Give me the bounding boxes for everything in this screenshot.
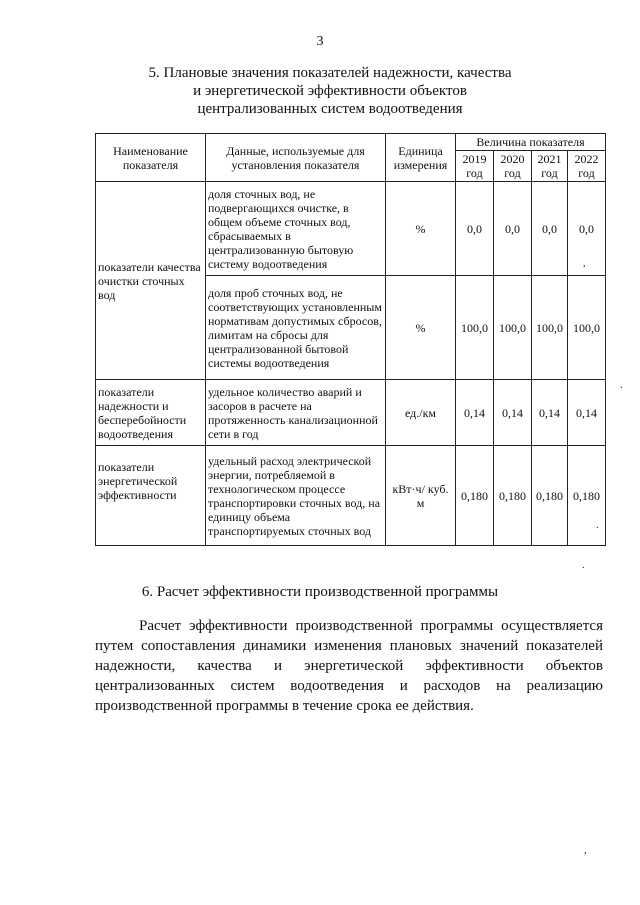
scan-speck: .: [620, 380, 623, 391]
table-row: [96, 380, 606, 446]
value-2019: 0,0: [456, 182, 494, 276]
value-2019: 0,14: [456, 380, 494, 446]
table-row: [96, 182, 606, 276]
year-header-2021: 2021 год: [532, 151, 568, 182]
header-data: Данные, используемые для установления показателя: [206, 134, 386, 182]
scan-speck: .: [596, 520, 599, 531]
scan-speck: .: [582, 560, 585, 571]
indicator-unit: %: [386, 182, 456, 276]
indicators-table: [95, 133, 606, 546]
indicator-data: удельный расход электрической энергии, потребляемой в технологическом процессе транспортировки сточных вод, на единицу объема транспортируемых сточных вод: [206, 446, 386, 546]
page-number: 3: [316, 34, 324, 49]
value-2020: 0,180: [494, 446, 532, 546]
value-2022: 0,180: [568, 446, 606, 546]
indicator-unit: ед./км: [386, 380, 456, 446]
value-2020: 0,0: [494, 182, 532, 276]
header-row: [96, 134, 606, 151]
value-2020: 0,14: [494, 380, 532, 446]
title-line: 5. Плановые значения показателей надежности, качества: [148, 65, 512, 81]
year-header-2020: 2020 год: [494, 151, 532, 182]
indicator-data: доля проб сточных вод, не соответствующих установленным нормативам допустимых сбросов, лимитам на сбросы для централизованной бытовой системы водоотведения: [206, 276, 386, 380]
value-2022: 0,0: [568, 182, 606, 276]
year-header-2022: 2022 год: [568, 151, 606, 182]
table-row: [96, 446, 606, 546]
title-line: централизованных систем водоотведения: [197, 101, 463, 117]
value-2019: 0,180: [456, 446, 494, 546]
value-2022: 0,14: [568, 380, 606, 446]
value-2021: 0,14: [532, 380, 568, 446]
value-2022: 100,0: [568, 276, 606, 380]
value-2021: 100,0: [532, 276, 568, 380]
indicator-unit: кВт·ч/ куб. м: [386, 446, 456, 546]
scan-speck: ,: [584, 845, 587, 856]
header-values: Величина показателя: [456, 134, 606, 151]
indicator-data: доля сточных вод, не подвергающихся очистке, в общем объеме сточных вод, сбрасываемых в централизованную бытовую систему водоотведения: [206, 182, 386, 276]
indicator-group-name: показатели качества очистки сточных вод: [96, 182, 206, 380]
section-6-paragraph: Расчет эффективности производственной программы осуществляется путем сопоставления динамики изменения плановых значений показателей надежности, качества и энергетической эффективности объектов централизованных систем водоотведения и расходов на реализацию производственной программы в течение срока ее действия.: [95, 618, 603, 714]
indicator-group-name: показатели надежности и бесперебойности водоотведения: [96, 380, 206, 446]
section-5-title: [120, 64, 540, 118]
indicator-unit: %: [386, 276, 456, 380]
section-6-title: 6. Расчет эффективности производственной программы: [141, 584, 499, 600]
title-line: и энергетической эффективности объектов: [193, 83, 467, 99]
scan-speck: ,: [583, 258, 586, 269]
value-2019: 100,0: [456, 276, 494, 380]
value-2020: 100,0: [494, 276, 532, 380]
year-header-2019: 2019 год: [456, 151, 494, 182]
indicator-group-name: показатели энергетической эффективности: [96, 446, 206, 546]
value-2021: 0,0: [532, 182, 568, 276]
header-name: Наименование показателя: [96, 134, 206, 182]
header-unit: Единица измерения: [386, 134, 456, 182]
value-2021: 0,180: [532, 446, 568, 546]
indicator-data: удельное количество аварий и засоров в расчете на протяженность канализационной сети в год: [206, 380, 386, 446]
